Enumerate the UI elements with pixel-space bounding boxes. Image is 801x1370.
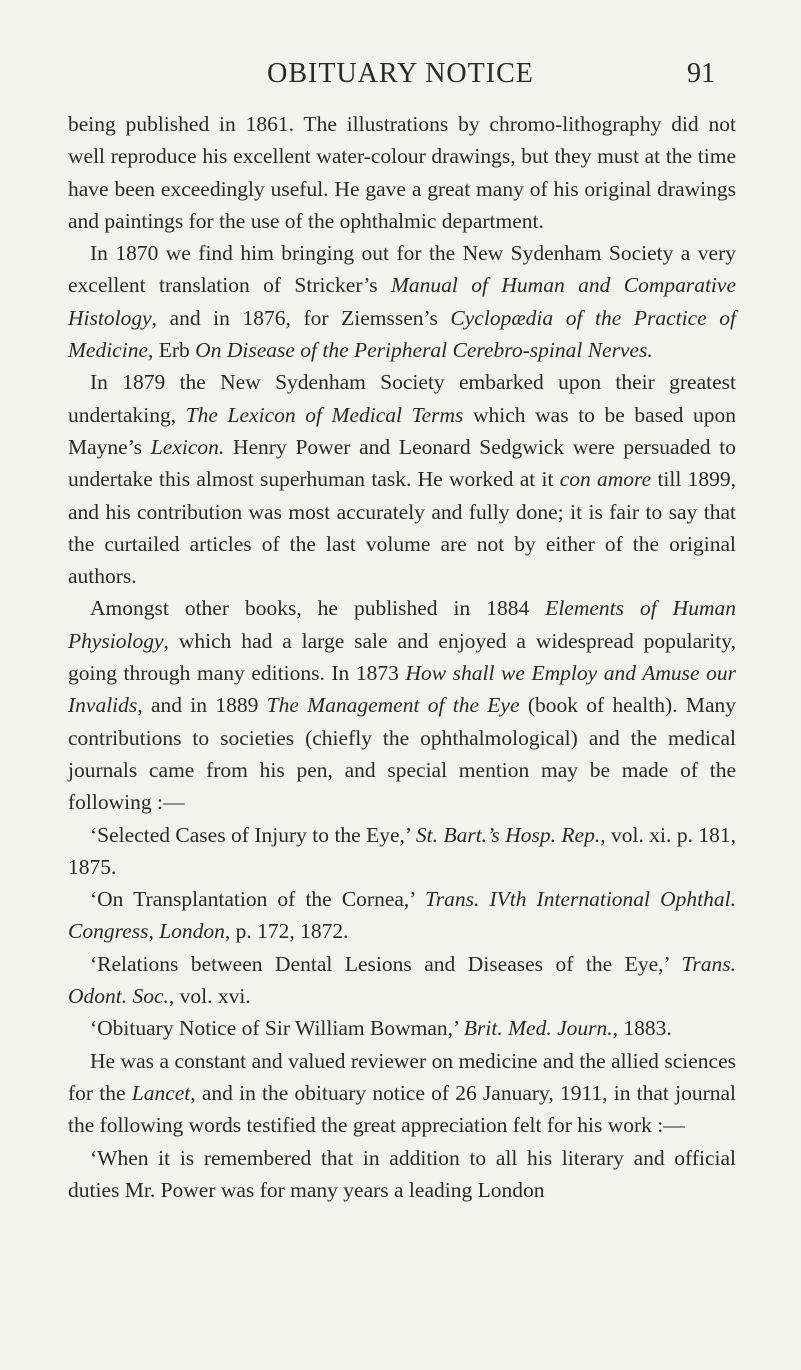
text-run: , p. 172, 1872. (224, 919, 349, 944)
page-header (0, 58, 801, 98)
text-run: In 1879 the New Sydenham Society embarked upon their greatest undertaking, (68, 370, 736, 427)
italic-text: The Lexicon of Medical Terms (185, 402, 464, 427)
text-run: ‘Relations between Dental Lesions and Diseases of the Eye,’ (90, 951, 682, 976)
text-run: , vol. xi. p. 181, 1875. (68, 822, 736, 879)
text-run: , vol. xvi. (168, 984, 251, 1009)
text-run: ‘Selected Cases of Injury to the Eye,’ (90, 822, 416, 847)
text-run: (book of health). Many contributions to societies (chiefly the ophthalmological) and the medical journals came from his pen, and special mention may be made of the following :— (68, 693, 736, 815)
paragraph (68, 108, 736, 237)
italic-text: London (159, 919, 225, 944)
paragraph (68, 592, 736, 818)
paragraph (68, 237, 736, 366)
text-run: ‘On Transplantation of the Cornea,’ (90, 887, 425, 912)
paragraph (68, 1012, 736, 1044)
text-run: He was a constant and valued reviewer on medicine and the allied sciences for the (68, 1048, 736, 1105)
body-text (68, 108, 736, 1206)
text-run: which was to be based upon Mayne’s (68, 402, 736, 459)
italic-text: Manual of Human and Comparative Histology (68, 273, 736, 330)
paragraph (68, 948, 736, 1013)
italic-text: Lexicon. (150, 434, 225, 459)
italic-text: Trans. IVth International Ophthal. Congress (68, 887, 736, 944)
text-run: ‘Obituary Notice of Sir William Bowman,’ (90, 1016, 464, 1041)
text-run: , and in 1889 (137, 693, 267, 718)
text-run: , which had a large sale and enjoyed a widespread popularity, going through many editions. In 1873 (68, 628, 736, 686)
paragraph (68, 1045, 736, 1142)
text-run: Henry Power and Leonard Sedgwick were persuaded to undertake this almost superhuman task. He worked at it (68, 434, 736, 492)
italic-text: Elements of Human Physiology (68, 596, 736, 653)
italic-text: How shall we Employ and Amuse our Invalids (68, 661, 736, 718)
text-run: In 1870 we find him bringing out for the New Sydenham Society a very excellent translation of Stricker’s (68, 241, 736, 298)
page-number: 91 (687, 58, 715, 89)
italic-text: Trans. Odont. Soc. (68, 951, 736, 1009)
text-run: being published in 1861. The illustrations by chromo-lithography did not well reproduce his excellent water-colour drawings, but they must at the time have been exceedingly useful. He gave a great many of his original drawings and paintings for the use of the ophthalmic department. (68, 112, 736, 233)
running-title: OBITUARY NOTICE (267, 58, 534, 89)
text-run: , and in the obituary notice of 26 January, 1911, in that journal the following words testified the great appreciation felt for his work :— (68, 1080, 736, 1138)
text-run: Amongst other books, he published in 1884 (90, 596, 546, 621)
paragraph (68, 366, 736, 592)
italic-text: Brit. Med. Journ. (463, 1016, 613, 1041)
italic-text: The Management of the Eye (266, 693, 520, 718)
text-run: , and in 1876, for Ziemssen’s (151, 305, 451, 330)
paragraph (68, 1142, 736, 1207)
text-run: , (148, 919, 160, 944)
italic-text: On Disease of the Peripheral Cerebro-spinal Nerves. (195, 338, 653, 363)
italic-text: con amore (559, 467, 652, 492)
italic-text: St. Bart.’s Hosp. Rep. (415, 822, 601, 847)
italic-text: Cyclopædia of the Practice of Medicine (68, 305, 736, 363)
text-run: , Erb (148, 338, 196, 363)
paragraph (68, 819, 736, 884)
paragraph (68, 883, 736, 948)
text-run: , 1883. (612, 1016, 672, 1041)
text-run: till 1899, and his contribution was most accurately and fully done; it is fair to say that the curtailed articles of the last volume are not by either of the original authors. (68, 467, 737, 589)
text-run: ‘When it is remembered that in addition to all his literary and official duties Mr. Power was for many years a leading London (68, 1145, 736, 1202)
italic-text: Lancet (131, 1080, 191, 1105)
